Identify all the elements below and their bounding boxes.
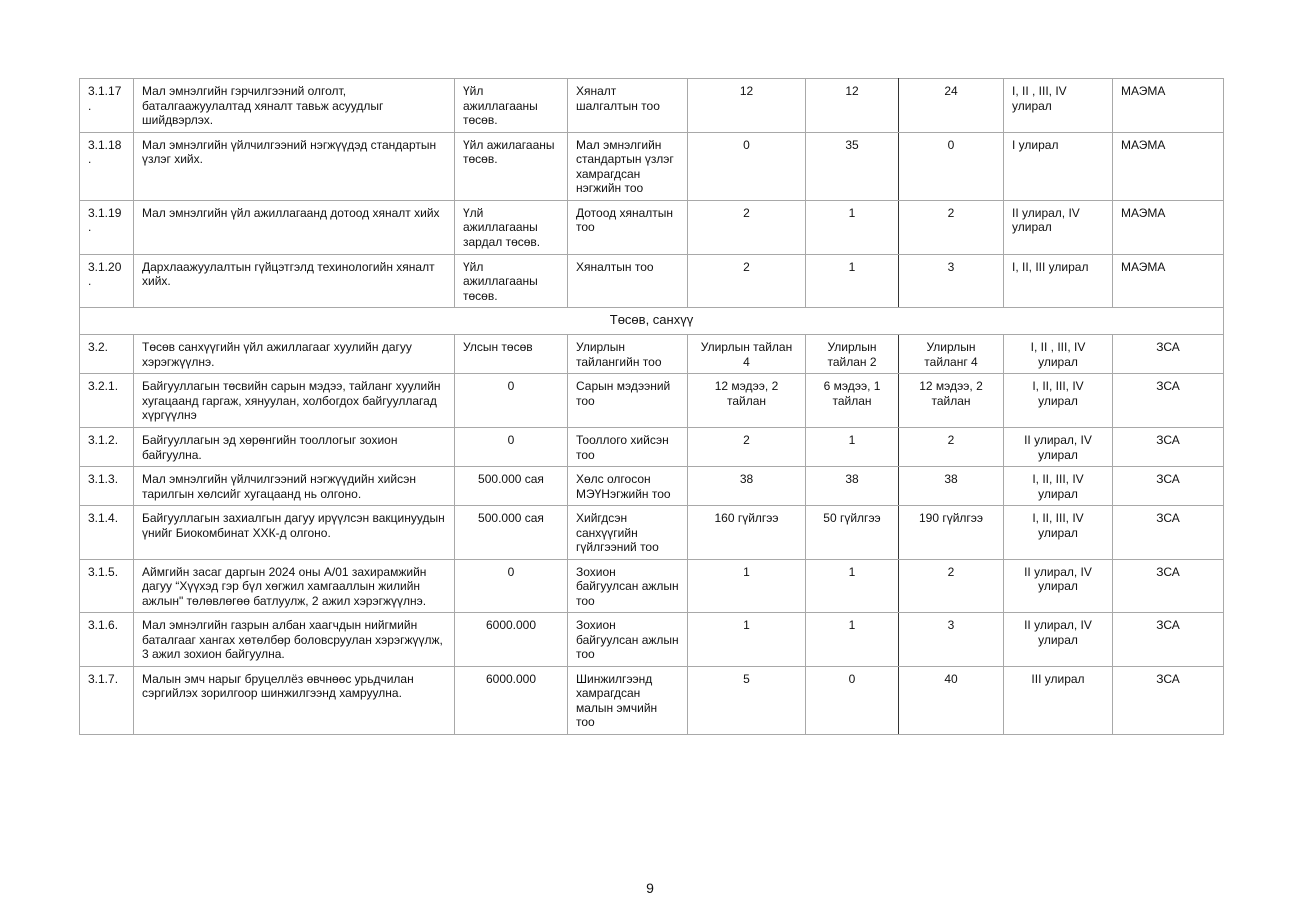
target-cell: 3 xyxy=(899,613,1004,667)
target-cell: Улирлын тайланг 4 xyxy=(899,335,1004,374)
activity-cell: Мал эмнэлгийн гэрчилгээний олголт, баталгаажуулалтад хяналт тавьж асуудлыг шийдвэрлэх. xyxy=(134,79,455,133)
table-row xyxy=(80,506,1224,560)
target-cell: 24 xyxy=(899,79,1004,133)
half-year-cell: 1 xyxy=(806,200,899,254)
period-cell: II улирал, IV улирал xyxy=(1004,428,1113,467)
funding-cell: 6000.000 xyxy=(455,666,568,734)
table-row xyxy=(80,374,1224,428)
funding-cell: Үйл ажиллагааны төсөв. xyxy=(455,79,568,133)
page-number: 9 xyxy=(646,880,654,896)
indicator-cell: Хяналтын тоо xyxy=(568,254,688,308)
period-cell: I, II , III, IV улирал xyxy=(1004,335,1113,374)
period-cell: I, II, III, IV улирал xyxy=(1004,374,1113,428)
item-number: 3.1.18 . xyxy=(80,132,134,200)
funding-cell: Үлй ажиллагааны зардал төсөв. xyxy=(455,200,568,254)
item-number: 3.1.6. xyxy=(80,613,134,667)
indicator-cell: Хөлс олгосон МЭҮНэгжийн тоо xyxy=(568,467,688,506)
funding-cell: 500.000 сая xyxy=(455,467,568,506)
baseline-cell: 1 xyxy=(688,559,806,613)
activity-cell: Төсөв санхүүгийн үйл ажиллагааг хуулийн дагуу хэрэгжүүлнэ. xyxy=(134,335,455,374)
activity-cell: Байгууллагын төсвийн сарын мэдээ, тайланг хуулийн хугацаанд гаргаж, хянуулан, холбогдох байгууллагад хүргүүлнэ xyxy=(134,374,455,428)
activity-cell: Мал эмнэлгийн үйлчилгээний нэгжүүдэд стандартын үзлэг хийх. xyxy=(134,132,455,200)
responsible-cell: МАЭМА xyxy=(1113,79,1224,133)
baseline-cell: 5 xyxy=(688,666,806,734)
item-number: 3.2.1. xyxy=(80,374,134,428)
indicator-cell: Зохион байгуулсан ажлын тоо xyxy=(568,559,688,613)
section-row xyxy=(80,308,1224,335)
responsible-cell: МАЭМА xyxy=(1113,254,1224,308)
table-row xyxy=(80,559,1224,613)
item-number: 3.1.5. xyxy=(80,559,134,613)
period-cell: II улирал, IV улирал xyxy=(1004,613,1113,667)
funding-cell: Улсын төсөв xyxy=(455,335,568,374)
half-year-cell: 50 гүйлгээ xyxy=(806,506,899,560)
item-number: 3.1.19 . xyxy=(80,200,134,254)
period-cell: I, II , III, IV улирал xyxy=(1004,79,1113,133)
item-number: 3.2. xyxy=(80,335,134,374)
activity-cell: Мал эмнэлгийн газрын албан хаагчдын нийгмийн баталгааг хангах хөтөлбөр боловсруулан хэрэгжүүлж, 3 ажил зохион байгуулна. xyxy=(134,613,455,667)
funding-cell: Үйл ажилагааны төсөв. xyxy=(455,132,568,200)
target-cell: 12 мэдээ, 2 тайлан xyxy=(899,374,1004,428)
half-year-cell: 35 xyxy=(806,132,899,200)
action-plan-table xyxy=(79,78,1224,735)
funding-cell: 500.000 сая xyxy=(455,506,568,560)
indicator-cell: Хяналт шалгалтын тоо xyxy=(568,79,688,133)
responsible-cell: ЗСА xyxy=(1113,666,1224,734)
target-cell: 2 xyxy=(899,428,1004,467)
table-row xyxy=(80,335,1224,374)
baseline-cell: 160 гүйлгээ xyxy=(688,506,806,560)
responsible-cell: МАЭМА xyxy=(1113,132,1224,200)
target-cell: 40 xyxy=(899,666,1004,734)
baseline-cell: Улирлын тайлан 4 xyxy=(688,335,806,374)
funding-cell: 6000.000 xyxy=(455,613,568,667)
baseline-cell: 0 xyxy=(688,132,806,200)
target-cell: 2 xyxy=(899,200,1004,254)
half-year-cell: Улирлын тайлан 2 xyxy=(806,335,899,374)
table-row xyxy=(80,79,1224,133)
table-row xyxy=(80,666,1224,734)
baseline-cell: 2 xyxy=(688,254,806,308)
baseline-cell: 12 мэдээ, 2 тайлан xyxy=(688,374,806,428)
half-year-cell: 6 мэдээ, 1 тайлан xyxy=(806,374,899,428)
indicator-cell: Сарын мэдээний тоо xyxy=(568,374,688,428)
indicator-cell: Дотоод хяналтын тоо xyxy=(568,200,688,254)
responsible-cell: ЗСА xyxy=(1113,374,1224,428)
half-year-cell: 12 xyxy=(806,79,899,133)
target-cell: 190 гүйлгээ xyxy=(899,506,1004,560)
responsible-cell: ЗСА xyxy=(1113,335,1224,374)
item-number: 3.1.4. xyxy=(80,506,134,560)
half-year-cell: 1 xyxy=(806,254,899,308)
period-cell: I, II, III улирал xyxy=(1004,254,1113,308)
table-row xyxy=(80,200,1224,254)
period-cell: III улирал xyxy=(1004,666,1113,734)
period-cell: I, II, III, IV улирал xyxy=(1004,467,1113,506)
table-row xyxy=(80,467,1224,506)
target-cell: 2 xyxy=(899,559,1004,613)
target-cell: 3 xyxy=(899,254,1004,308)
half-year-cell: 38 xyxy=(806,467,899,506)
item-number: 3.1.17 . xyxy=(80,79,134,133)
table-row xyxy=(80,254,1224,308)
funding-cell: 0 xyxy=(455,559,568,613)
half-year-cell: 1 xyxy=(806,559,899,613)
period-cell: II улирал, IV улирал xyxy=(1004,200,1113,254)
responsible-cell: ЗСА xyxy=(1113,467,1224,506)
responsible-cell: ЗСА xyxy=(1113,506,1224,560)
activity-cell: Дархлаажуулалтын гүйцэтгэлд техинологийн хяналт хийх. xyxy=(134,254,455,308)
responsible-cell: МАЭМА xyxy=(1113,200,1224,254)
activity-cell: Аймгийн засаг даргын 2024 оны А/01 захирамжийн дагуу “Хүүхэд гэр бүл хөгжил хамгааллын жилийн ажлын" төлөвлөгөө батлуулж, 2 ажил хэрэгжүүлнэ. xyxy=(134,559,455,613)
half-year-cell: 1 xyxy=(806,428,899,467)
item-number: 3.1.2. xyxy=(80,428,134,467)
item-number: 3.1.3. xyxy=(80,467,134,506)
section-title: Төсөв, санхүү xyxy=(80,308,1224,335)
table-row xyxy=(80,613,1224,667)
indicator-cell: Мал эмнэлгийн стандартын үзлэг хамрагдсан нэгжийн тоо xyxy=(568,132,688,200)
indicator-cell: Шинжилгээнд хамрагдсан малын эмчийн тоо xyxy=(568,666,688,734)
activity-cell: Мал эмнэлгийн үйлчилгээний нэгжүүдийн хийсэн тарилгын хөлсийг хугацаанд нь олгоно. xyxy=(134,467,455,506)
activity-cell: Байгууллагын захиалгын дагуу ирүүлсэн вакцинуудын үнийг Биокомбинат ХХК-д олгоно. xyxy=(134,506,455,560)
indicator-cell: Зохион байгуулсан ажлын тоо xyxy=(568,613,688,667)
half-year-cell: 0 xyxy=(806,666,899,734)
baseline-cell: 2 xyxy=(688,428,806,467)
responsible-cell: ЗСА xyxy=(1113,613,1224,667)
responsible-cell: ЗСА xyxy=(1113,559,1224,613)
target-cell: 38 xyxy=(899,467,1004,506)
baseline-cell: 1 xyxy=(688,613,806,667)
activity-cell: Мал эмнэлгийн үйл ажиллагаанд дотоод хяналт хийх xyxy=(134,200,455,254)
item-number: 3.1.20 . xyxy=(80,254,134,308)
period-cell: I, II, III, IV улирал xyxy=(1004,506,1113,560)
activity-cell: Малын эмч нарыг бруцеллёз өвчнөөс урьдчилан сэргийлэх зорилгоор шинжилгээнд хамруулна. xyxy=(134,666,455,734)
activity-cell: Байгууллагын эд хөрөнгийн тооллогыг зохион байгуулна. xyxy=(134,428,455,467)
table-row xyxy=(80,132,1224,200)
half-year-cell: 1 xyxy=(806,613,899,667)
funding-cell: 0 xyxy=(455,428,568,467)
baseline-cell: 12 xyxy=(688,79,806,133)
indicator-cell: Тооллого хийсэн тоо xyxy=(568,428,688,467)
baseline-cell: 2 xyxy=(688,200,806,254)
indicator-cell: Хийгдсэн санхүүгийн гүйлгээний тоо xyxy=(568,506,688,560)
responsible-cell: ЗСА xyxy=(1113,428,1224,467)
item-number: 3.1.7. xyxy=(80,666,134,734)
indicator-cell: Улирлын тайлангийн тоо xyxy=(568,335,688,374)
funding-cell: Үйл ажиллагааны төсөв. xyxy=(455,254,568,308)
funding-cell: 0 xyxy=(455,374,568,428)
baseline-cell: 38 xyxy=(688,467,806,506)
target-cell: 0 xyxy=(899,132,1004,200)
table-row xyxy=(80,428,1224,467)
period-cell: II улирал, IV улирал xyxy=(1004,559,1113,613)
period-cell: I улирал xyxy=(1004,132,1113,200)
